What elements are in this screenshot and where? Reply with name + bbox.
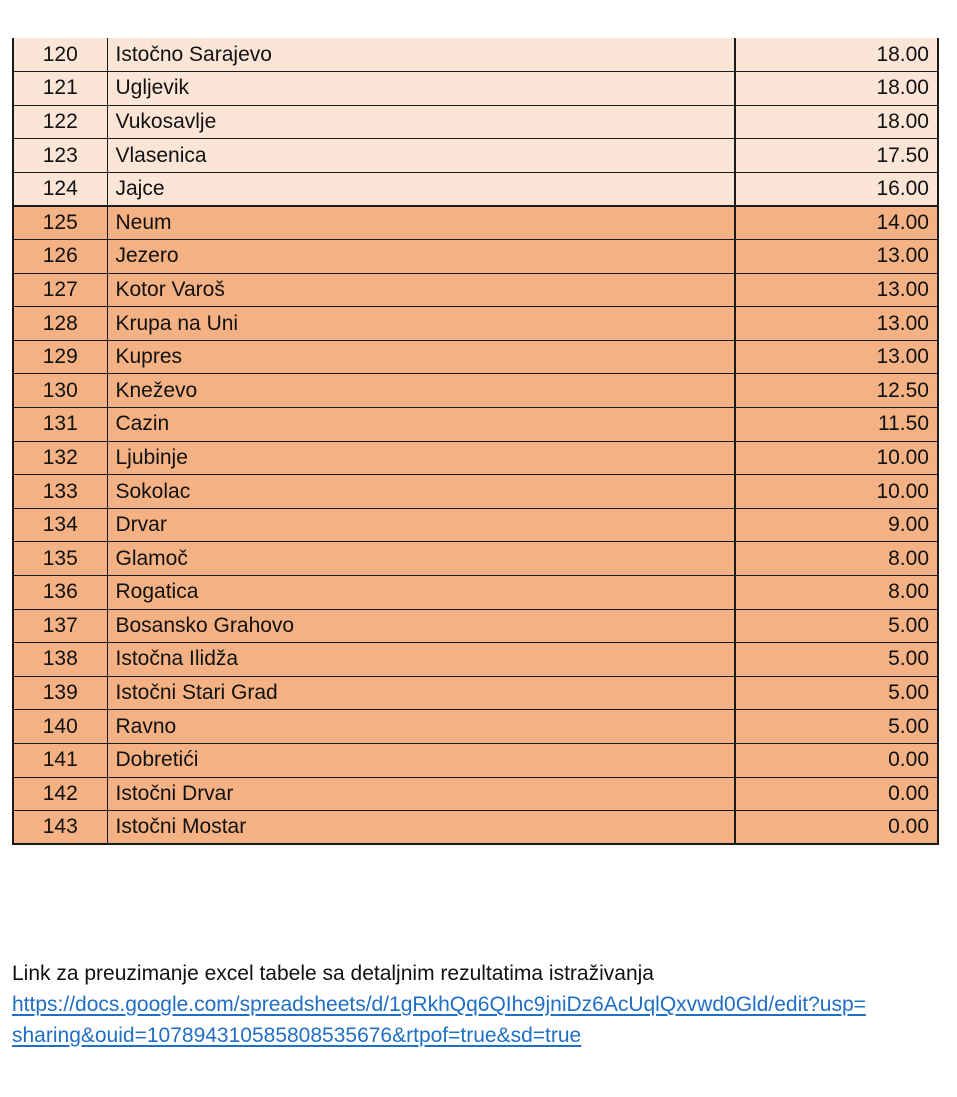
- rank-cell: 129: [13, 340, 107, 374]
- table-row: [13, 576, 938, 610]
- table-row: [13, 105, 938, 139]
- table-row: [13, 307, 938, 341]
- rank-cell: 141: [13, 743, 107, 777]
- table-row: [13, 710, 938, 744]
- table-row: [13, 273, 938, 307]
- table-row: [13, 643, 938, 677]
- score-cell: 14.00: [735, 206, 938, 240]
- municipality-cell: Sokolac: [107, 475, 735, 509]
- rank-cell: 139: [13, 676, 107, 710]
- score-cell: 5.00: [735, 676, 938, 710]
- rank-cell: 123: [13, 139, 107, 173]
- table-row: [13, 743, 938, 777]
- score-cell: 11.50: [735, 408, 938, 442]
- table-row: [13, 676, 938, 710]
- municipality-cell: Ravno: [107, 710, 735, 744]
- municipality-cell: Istočni Drvar: [107, 777, 735, 811]
- download-note: [12, 958, 957, 1051]
- spreadsheet-link-line2[interactable]: sharing&ouid=107894310585808535676&rtpof=true&sd=true: [12, 1024, 582, 1047]
- score-cell: 13.00: [735, 273, 938, 307]
- score-cell: 5.00: [735, 643, 938, 677]
- ranking-table: [12, 38, 939, 845]
- score-cell: 10.00: [735, 475, 938, 509]
- municipality-cell: Jezero: [107, 240, 735, 274]
- rank-cell: 133: [13, 475, 107, 509]
- table-row: [13, 542, 938, 576]
- municipality-cell: Jajce: [107, 172, 735, 206]
- municipality-cell: Istočni Stari Grad: [107, 676, 735, 710]
- score-cell: 0.00: [735, 777, 938, 811]
- rank-cell: 124: [13, 172, 107, 206]
- table-row: [13, 508, 938, 542]
- rank-cell: 127: [13, 273, 107, 307]
- table-row: [13, 441, 938, 475]
- rank-cell: 140: [13, 710, 107, 744]
- rank-cell: 138: [13, 643, 107, 677]
- municipality-cell: Krupa na Uni: [107, 307, 735, 341]
- rank-cell: 131: [13, 408, 107, 442]
- score-cell: 8.00: [735, 542, 938, 576]
- municipality-cell: Drvar: [107, 508, 735, 542]
- score-cell: 18.00: [735, 38, 938, 72]
- table-row: [13, 408, 938, 442]
- municipality-cell: Vukosavlje: [107, 105, 735, 139]
- municipality-cell: Rogatica: [107, 576, 735, 610]
- score-cell: 13.00: [735, 340, 938, 374]
- rank-cell: 135: [13, 542, 107, 576]
- municipality-cell: Istočni Mostar: [107, 811, 735, 845]
- rank-cell: 120: [13, 38, 107, 72]
- rank-cell: 142: [13, 777, 107, 811]
- table-row: [13, 777, 938, 811]
- rank-cell: 121: [13, 72, 107, 106]
- rank-cell: 134: [13, 508, 107, 542]
- table-row: [13, 172, 938, 206]
- table-row: [13, 72, 938, 106]
- municipality-cell: Ugljevik: [107, 72, 735, 106]
- municipality-cell: Ljubinje: [107, 441, 735, 475]
- table-row: [13, 139, 938, 173]
- municipality-cell: Cazin: [107, 408, 735, 442]
- municipality-cell: Dobretići: [107, 743, 735, 777]
- municipality-cell: Glamoč: [107, 542, 735, 576]
- municipality-cell: Kupres: [107, 340, 735, 374]
- municipality-cell: Istočno Sarajevo: [107, 38, 735, 72]
- rank-cell: 132: [13, 441, 107, 475]
- municipality-cell: Kneževo: [107, 374, 735, 408]
- spreadsheet-link-line1[interactable]: https://docs.google.com/spreadsheets/d/1gRkhQq6QIhc9jniDz6AcUqlQxvwd0Gld/edit?usp=: [12, 993, 866, 1016]
- municipality-cell: Istočna Ilidža: [107, 643, 735, 677]
- table-row: [13, 609, 938, 643]
- spreadsheet-link[interactable]: [12, 989, 957, 1020]
- table-row: [13, 475, 938, 509]
- score-cell: 18.00: [735, 72, 938, 106]
- score-cell: 17.50: [735, 139, 938, 173]
- table-row: [13, 206, 938, 240]
- score-cell: 18.00: [735, 105, 938, 139]
- score-cell: 9.00: [735, 508, 938, 542]
- score-cell: 0.00: [735, 743, 938, 777]
- rank-cell: 130: [13, 374, 107, 408]
- table-row: [13, 240, 938, 274]
- score-cell: 8.00: [735, 576, 938, 610]
- rank-cell: 136: [13, 576, 107, 610]
- table-row: [13, 811, 938, 845]
- score-cell: 13.00: [735, 307, 938, 341]
- score-cell: 12.50: [735, 374, 938, 408]
- score-cell: 5.00: [735, 710, 938, 744]
- municipality-cell: Vlasenica: [107, 139, 735, 173]
- rank-cell: 125: [13, 206, 107, 240]
- table-row: [13, 340, 938, 374]
- municipality-cell: Neum: [107, 206, 735, 240]
- municipality-cell: Kotor Varoš: [107, 273, 735, 307]
- spreadsheet-link-continued[interactable]: [12, 1020, 957, 1051]
- score-cell: 16.00: [735, 172, 938, 206]
- rank-cell: 126: [13, 240, 107, 274]
- rank-cell: 137: [13, 609, 107, 643]
- rank-cell: 122: [13, 105, 107, 139]
- ranking-table-body: [13, 38, 938, 844]
- rank-cell: 143: [13, 811, 107, 845]
- rank-cell: 128: [13, 307, 107, 341]
- table-row: [13, 38, 938, 72]
- score-cell: 5.00: [735, 609, 938, 643]
- municipality-cell: Bosansko Grahovo: [107, 609, 735, 643]
- score-cell: 0.00: [735, 811, 938, 845]
- download-label: Link za preuzimanje excel tabele sa detaljnim rezultatima istraživanja: [12, 962, 654, 985]
- score-cell: 10.00: [735, 441, 938, 475]
- table-row: [13, 374, 938, 408]
- score-cell: 13.00: [735, 240, 938, 274]
